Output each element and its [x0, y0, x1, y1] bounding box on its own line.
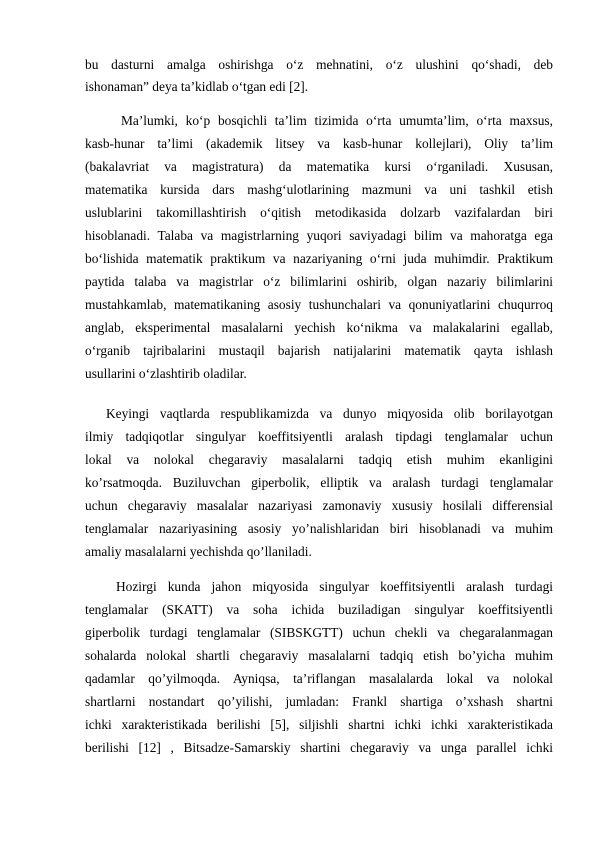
paragraph-2-line-4: matematika kursida dars mashgʻulotlarining mazmuni va uni tashkil etish — [85, 182, 553, 197]
paragraph-2-line-2: kasb-hunar taʼlimi (akademik litsey va kasb-hunar kollejlari), Oliy taʼlim — [85, 136, 553, 151]
paragraph-3-line-1: Keyingi vaqtlarda respublikamizda va dunyo miqyosida olib borilayotgan — [106, 406, 553, 421]
paragraph-4-line-1: Hozirgi kunda jahon miqyosida singulyar koeffitsiyentli aralash turdagi — [116, 579, 553, 594]
paragraph-4-line-2: tenglamalar (SKATT) va soha ichida buziladigan singulyar koeffitsiyentli — [85, 602, 553, 617]
paragraph-2-line-8: paytida talaba va magistrlar oʻz bilimlarini oshirib, olgan nazariy bilimlarini — [85, 274, 553, 289]
paragraph-2-line-9: mustahkamlab, matematikaning asosiy tushunchalari va qonuniyatlarini chuqurroq — [85, 297, 553, 312]
paragraph-1-line-1: bu dasturni amalga oshirishga oʻz mehnatini, oʻz ulushini qoʻshadi, deb — [85, 57, 553, 72]
paragraph-2-line-12: usullarini oʻzlashtirib oladilar. — [85, 366, 247, 381]
paragraph-3-line-7: amaliy masalalarni yechishda qo’llaniladi. — [85, 544, 312, 559]
paragraph-3-line-4: ko’rsatmoqda. Buziluvchan giperbolik, elliptik va aralash turdagi tenglamalar — [85, 475, 553, 490]
paragraph-2-line-6: hisoblanadi. Talaba va magistrlarning yuqori saviyadagi bilim va mahoratga ega — [85, 228, 553, 243]
paragraph-4-line-4: sohalarda nolokal shartli chegaraviy masalalarni tadqiq etish bo’yicha muhim — [85, 648, 553, 663]
paragraph-2-line-5: uslublarini takomillashtirish oʻqitish metodikasida dolzarb vazifalardan biri — [85, 205, 553, 220]
paragraph-2-line-3: (bakalavriat va magistratura) da matematika kursi oʻrganiladi. Xususan, — [85, 159, 553, 174]
paragraph-3-line-2: ilmiy tadqiqotlar singulyar koeffitsiyentli aralash tipdagi tenglamalar uchun — [85, 429, 553, 444]
paragraph-2-line-11: oʻrganib tajribalarini mustaqil bajarish natijalarini matematik qayta ishlash — [85, 343, 553, 358]
paragraph-2-line-1: Maʼlumki, koʻp bosqichli taʼlim tizimida oʻrta umumtaʼlim, oʻrta maxsus, — [121, 113, 553, 128]
paragraph-3-line-5: uchun chegaraviy masalalar nazariyasi zamonaviy xususiy hosilali differensial — [85, 498, 553, 513]
paragraph-4-line-5: qadamlar qo’yilmoqda. Ayniqsa, ta’riflangan masalalarda lokal va nolokal — [85, 671, 553, 686]
paragraph-4-line-8: berilishi [12] , Bitsadze-Samarskiy shartini chegaraviy va unga parallel ichki — [85, 740, 553, 755]
paragraph-4-line-7: ichki xarakteristikada berilishi [5], siljishli shartni ichki ichki xarakteristikada — [85, 717, 553, 732]
paragraph-4-line-6: shartlarni nostandart qo’yilishi, jumladan: Frankl shartiga o’xshash shartni — [85, 694, 553, 709]
paragraph-2-line-7: boʻlishida matematik praktikum va nazariyaning oʻrni juda muhimdir. Praktikum — [85, 251, 553, 266]
paragraph-3-line-3: lokal va nolokal chegaraviy masalalarni tadqiq etish muhim ekanligini — [85, 452, 553, 467]
paragraph-1-line-2: ishonaman” deya taʼkidlab oʻtgan edi [2]. — [85, 79, 309, 94]
paragraph-3-line-6: tenglamalar nazariyasining asosiy yo’nalishlaridan biri hisoblanadi va muhim — [85, 521, 553, 536]
paragraph-2-line-10: anglab, eksperimental masalalarni yechish koʻnikma va malakalarini egallab, — [85, 320, 553, 335]
paragraph-4-line-3: giperbolik turdagi tenglamalar (SIBSKGTT) uchun chekli va chegaralanmagan — [85, 625, 553, 640]
